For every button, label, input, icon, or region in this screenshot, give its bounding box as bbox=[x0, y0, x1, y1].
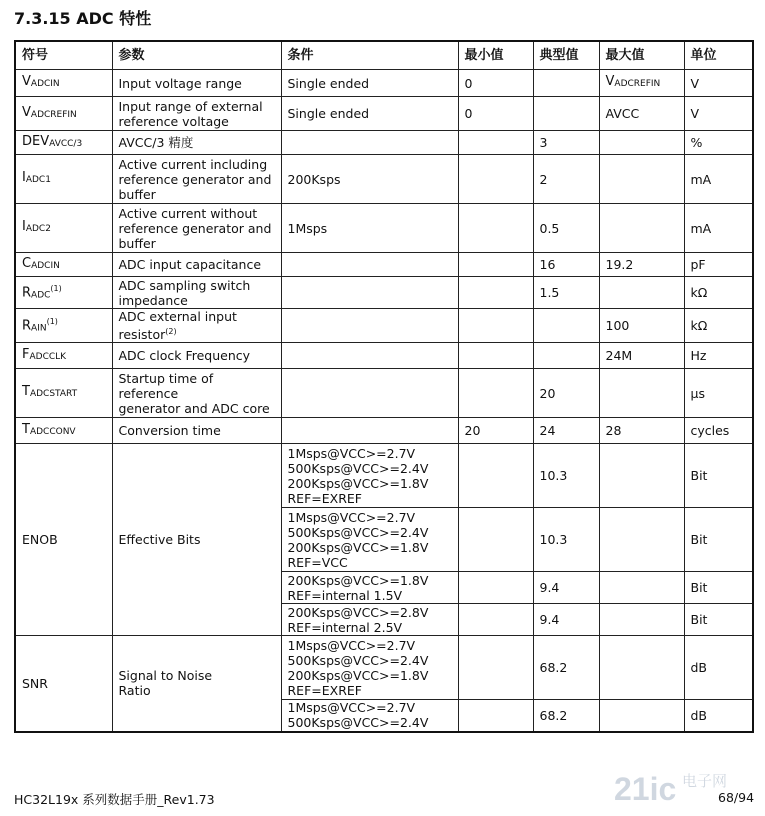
symbol-cell: $I_{ADC2}$ bbox=[15, 204, 112, 253]
condition-cell bbox=[281, 277, 458, 309]
min-cell bbox=[458, 604, 533, 636]
typ-cell bbox=[533, 309, 599, 343]
table-row bbox=[15, 97, 753, 131]
unit-cell: kΩ bbox=[684, 309, 753, 343]
unit-cell: dB bbox=[684, 700, 753, 732]
min-cell bbox=[458, 700, 533, 732]
min-cell: 0 bbox=[458, 97, 533, 131]
typ-cell bbox=[533, 343, 599, 369]
max-cell bbox=[599, 700, 684, 732]
symbol-cell: $R_{AIN}^{(1)}$ bbox=[15, 309, 112, 343]
table-row bbox=[15, 155, 753, 204]
parameter-cell: Active current including reference generator and buffer bbox=[112, 155, 281, 204]
parameter-cell: AVCC/3 精度 bbox=[112, 131, 281, 155]
max-cell bbox=[599, 155, 684, 204]
header-row bbox=[15, 41, 753, 70]
min-cell bbox=[458, 369, 533, 418]
condition-cell bbox=[281, 309, 458, 343]
unit-cell: mA bbox=[684, 155, 753, 204]
min-cell bbox=[458, 343, 533, 369]
min-cell bbox=[458, 508, 533, 572]
condition-cell: Single ended bbox=[281, 70, 458, 97]
min-cell bbox=[458, 155, 533, 204]
table-row bbox=[15, 418, 753, 444]
col-header-unit: 单位 bbox=[684, 41, 753, 70]
typ-cell: 9.4 bbox=[533, 604, 599, 636]
min-cell bbox=[458, 309, 533, 343]
unit-cell: cycles bbox=[684, 418, 753, 444]
condition-cell: 1Msps@VCC>=2.7V 500Ksps@VCC>=2.4V 200Ksps@VCC>=1.8V REF=VCC bbox=[281, 508, 458, 572]
symbol-cell: SNR bbox=[15, 636, 112, 732]
max-cell bbox=[599, 604, 684, 636]
col-header-min: 最小值 bbox=[458, 41, 533, 70]
max-cell bbox=[599, 572, 684, 604]
max-cell bbox=[599, 444, 684, 508]
unit-cell: pF bbox=[684, 253, 753, 277]
condition-cell: 200Ksps@VCC>=2.8V REF=internal 2.5V bbox=[281, 604, 458, 636]
typ-cell: 20 bbox=[533, 369, 599, 418]
table-row bbox=[15, 131, 753, 155]
symbol-cell: $F_{ADCCLK}$ bbox=[15, 343, 112, 369]
parameter-cell: Startup time of reference generator and ADC core bbox=[112, 369, 281, 418]
condition-cell: 1Msps@VCC>=2.7V 500Ksps@VCC>=2.4V 200Ksps@VCC>=1.8V REF=EXREF bbox=[281, 444, 458, 508]
condition-cell: 200Ksps bbox=[281, 155, 458, 204]
typ-cell: 10.3 bbox=[533, 508, 599, 572]
condition-cell bbox=[281, 343, 458, 369]
parameter-cell: Active current without reference generator and buffer bbox=[112, 204, 281, 253]
typ-cell: 68.2 bbox=[533, 636, 599, 700]
condition-cell bbox=[281, 418, 458, 444]
parameter-cell: ADC input capacitance bbox=[112, 253, 281, 277]
parameter-cell: ADC external input resistor$^{(2)}$ bbox=[112, 309, 281, 343]
min-cell bbox=[458, 277, 533, 309]
unit-cell: V bbox=[684, 97, 753, 131]
col-header-typ: 典型值 bbox=[533, 41, 599, 70]
unit-cell: dB bbox=[684, 636, 753, 700]
max-cell bbox=[599, 204, 684, 253]
condition-cell bbox=[281, 253, 458, 277]
max-cell: 28 bbox=[599, 418, 684, 444]
symbol-cell: $V_{ADCIN}$ bbox=[15, 70, 112, 97]
typ-cell bbox=[533, 70, 599, 97]
min-cell bbox=[458, 572, 533, 604]
symbol-cell: $DEV_{AVCC/3}$ bbox=[15, 131, 112, 155]
parameter-cell: Signal to Noise Ratio bbox=[112, 636, 281, 732]
footer-page-number: 68/94 bbox=[718, 790, 755, 805]
typ-cell: 2 bbox=[533, 155, 599, 204]
parameter-cell: Effective Bits bbox=[112, 444, 281, 636]
max-cell: AVCC bbox=[599, 97, 684, 131]
table-row bbox=[15, 204, 753, 253]
min-cell bbox=[458, 131, 533, 155]
min-cell bbox=[458, 444, 533, 508]
unit-cell: Hz bbox=[684, 343, 753, 369]
min-cell bbox=[458, 253, 533, 277]
condition-cell bbox=[281, 131, 458, 155]
typ-cell: 68.2 bbox=[533, 700, 599, 732]
table-row bbox=[15, 369, 753, 418]
typ-cell: 10.3 bbox=[533, 444, 599, 508]
symbol-cell: ENOB bbox=[15, 444, 112, 636]
section-title: 7.3.15 ADC 特性 bbox=[14, 9, 152, 28]
table-row bbox=[15, 253, 753, 277]
max-cell bbox=[599, 131, 684, 155]
parameter-cell: Input voltage range bbox=[112, 70, 281, 97]
parameter-cell: Conversion time bbox=[112, 418, 281, 444]
typ-cell: 24 bbox=[533, 418, 599, 444]
table-row bbox=[15, 70, 753, 97]
watermark-text-21ic: 21ic bbox=[614, 771, 677, 807]
unit-cell: V bbox=[684, 70, 753, 97]
col-header-condition: 条件 bbox=[281, 41, 458, 70]
unit-cell: Bit bbox=[684, 508, 753, 572]
symbol-cell: $I_{ADC1}$ bbox=[15, 155, 112, 204]
unit-cell: Bit bbox=[684, 604, 753, 636]
table-row bbox=[15, 277, 753, 309]
typ-cell: 3 bbox=[533, 131, 599, 155]
max-cell bbox=[599, 277, 684, 309]
typ-cell: 1.5 bbox=[533, 277, 599, 309]
table-row bbox=[15, 444, 753, 508]
unit-cell: Bit bbox=[684, 572, 753, 604]
unit-cell: kΩ bbox=[684, 277, 753, 309]
footer-document-title: HC32L19x 系列数据手册_Rev1.73 bbox=[14, 792, 215, 807]
unit-cell: Bit bbox=[684, 444, 753, 508]
table-row bbox=[15, 343, 753, 369]
condition-cell: Single ended bbox=[281, 97, 458, 131]
min-cell: 20 bbox=[458, 418, 533, 444]
watermark-text-cn: 电子网 bbox=[682, 772, 728, 790]
symbol-cell: $C_{ADCIN}$ bbox=[15, 253, 112, 277]
col-header-symbol: 符号 bbox=[15, 41, 112, 70]
adc-characteristics-table bbox=[14, 40, 754, 733]
parameter-cell: ADC clock Frequency bbox=[112, 343, 281, 369]
typ-cell: 0.5 bbox=[533, 204, 599, 253]
typ-cell bbox=[533, 97, 599, 131]
min-cell: 0 bbox=[458, 70, 533, 97]
condition-cell bbox=[281, 369, 458, 418]
unit-cell: % bbox=[684, 131, 753, 155]
col-header-parameter: 参数 bbox=[112, 41, 281, 70]
table-row bbox=[15, 636, 753, 700]
max-cell: 19.2 bbox=[599, 253, 684, 277]
max-cell bbox=[599, 369, 684, 418]
max-cell: 24M bbox=[599, 343, 684, 369]
condition-cell: 1Msps@VCC>=2.7V 500Ksps@VCC>=2.4V bbox=[281, 700, 458, 732]
unit-cell: μs bbox=[684, 369, 753, 418]
typ-cell: 9.4 bbox=[533, 572, 599, 604]
max-cell: 100 bbox=[599, 309, 684, 343]
table-row bbox=[15, 309, 753, 343]
symbol-cell: $T_{ADCCONV}$ bbox=[15, 418, 112, 444]
condition-cell: 1Msps@VCC>=2.7V 500Ksps@VCC>=2.4V 200Ksps@VCC>=1.8V REF=EXREF bbox=[281, 636, 458, 700]
typ-cell: 16 bbox=[533, 253, 599, 277]
max-cell bbox=[599, 636, 684, 700]
col-header-max: 最大值 bbox=[599, 41, 684, 70]
max-cell bbox=[599, 508, 684, 572]
symbol-cell: $T_{ADCSTART}$ bbox=[15, 369, 112, 418]
parameter-cell: ADC sampling switch impedance bbox=[112, 277, 281, 309]
min-cell bbox=[458, 204, 533, 253]
condition-cell: 200Ksps@VCC>=1.8V REF=internal 1.5V bbox=[281, 572, 458, 604]
unit-cell: mA bbox=[684, 204, 753, 253]
max-cell: $V_{ADCREFIN}$ bbox=[599, 70, 684, 97]
condition-cell: 1Msps bbox=[281, 204, 458, 253]
symbol-cell: $V_{ADCREFIN}$ bbox=[15, 97, 112, 131]
parameter-cell: Input range of external reference voltage bbox=[112, 97, 281, 131]
min-cell bbox=[458, 636, 533, 700]
symbol-cell: $R_{ADC}^{(1)}$ bbox=[15, 277, 112, 309]
